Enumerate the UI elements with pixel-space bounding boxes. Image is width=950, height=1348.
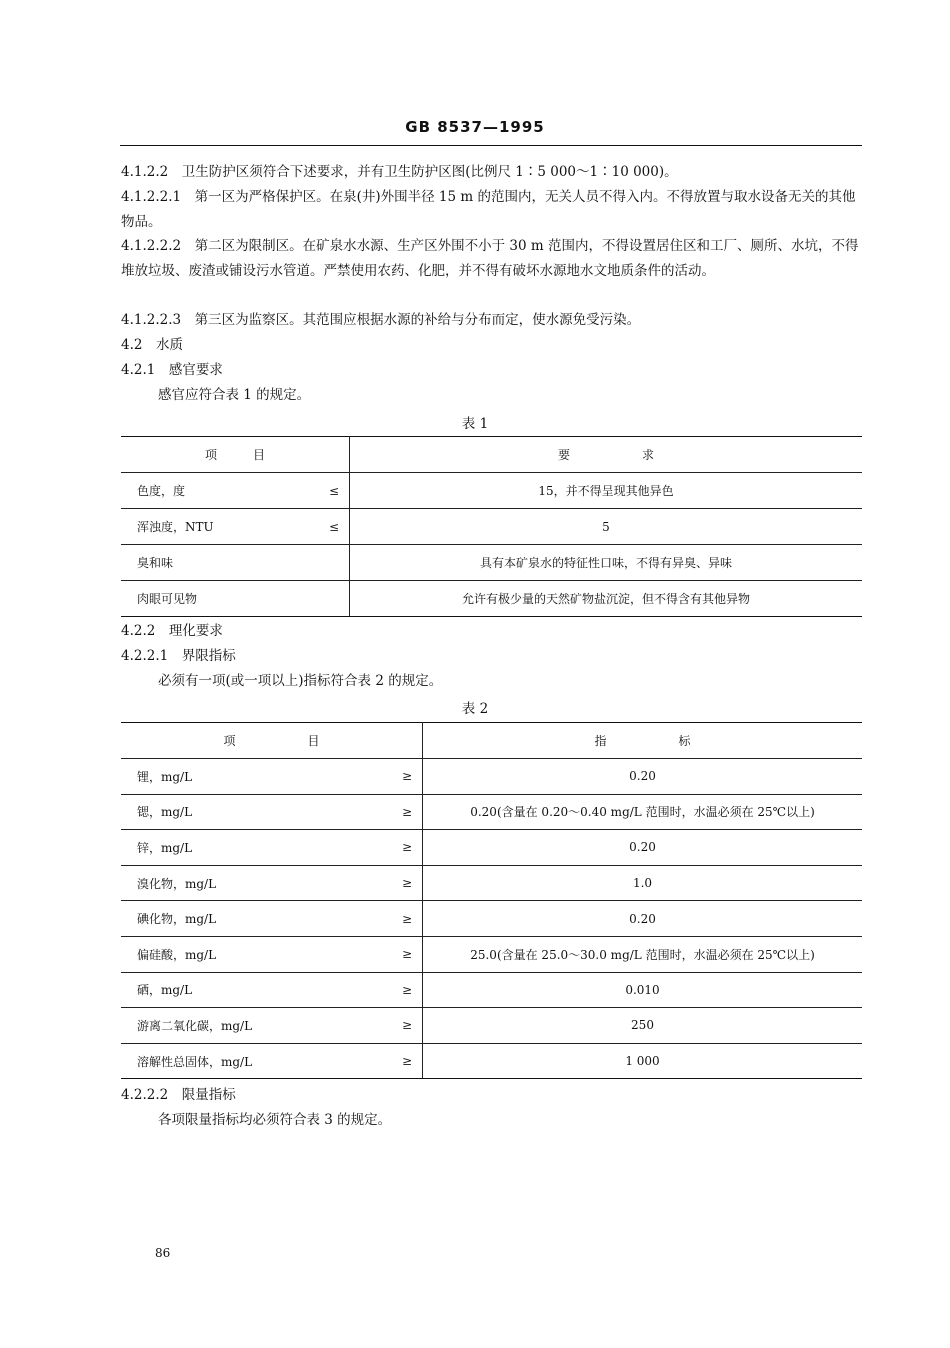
table1: [121, 436, 862, 617]
table2-intro: 必须有一项(或一项以上)指标符合表 2 的规定。: [158, 673, 443, 689]
table-row: [121, 759, 862, 795]
table2-op: ≥: [372, 972, 423, 1008]
table1-header-row: [121, 437, 862, 473]
table1-intro: 感官应符合表 1 的规定。: [158, 387, 311, 403]
table2-req: 0.20: [423, 830, 863, 866]
heading-4-2-2-2: 4.2.2.2 限量指标: [121, 1087, 236, 1103]
table1-req: 5: [350, 509, 863, 545]
table-row: [121, 936, 862, 972]
table2-item: 锂，mg/L: [121, 759, 372, 795]
table2-item: 偏硅酸，mg/L: [121, 936, 372, 972]
table2-col-req: 指 标: [423, 723, 863, 759]
table-row: [121, 545, 862, 581]
standard-header: GB 8537—1995: [405, 118, 545, 136]
table1-col-item: 项 目: [121, 437, 350, 473]
table2-req: 0.20: [423, 759, 863, 795]
table1-item: 臭和味: [121, 545, 297, 581]
table-row: [121, 1008, 862, 1044]
table2-req: 1.0: [423, 865, 863, 901]
table2-item: 溴化物，mg/L: [121, 865, 372, 901]
table2-op: ≥: [372, 936, 423, 972]
table1-op: ≤: [297, 473, 350, 509]
clause-4-1-2-2: 4.1.2.2 卫生防护区须符合下述要求，并有卫生防护区图(比例尺 1∶5 000～1∶10 000)。: [121, 164, 678, 180]
table1-op: [297, 545, 350, 581]
table2-op: ≥: [372, 1008, 423, 1044]
table1-caption: 表 1: [461, 416, 489, 432]
table1-req: 15，并不得呈现其他异色: [350, 473, 863, 509]
table-row: [121, 509, 862, 545]
table2-item: 碘化物，mg/L: [121, 901, 372, 937]
table1-op: [297, 581, 350, 617]
table2-header-row: [121, 723, 862, 759]
table2-op: ≥: [372, 1043, 423, 1079]
table2-item: 游离二氧化碳，mg/L: [121, 1008, 372, 1044]
table2-item: 锌，mg/L: [121, 830, 372, 866]
table2-op: ≥: [372, 830, 423, 866]
table-row: [121, 830, 862, 866]
heading-4-2-2-1: 4.2.2.1 界限指标: [121, 648, 236, 664]
table1-req: 具有本矿泉水的特征性口味，不得有异臭、异味: [350, 545, 863, 581]
table2-caption: 表 2: [461, 701, 489, 717]
table2-op: ≥: [372, 901, 423, 937]
clause-4-1-2-2-1: 4.1.2.2.1 第一区为严格保护区。在泉(井)外围半径 15 m 的范围内，无关人员不得入内。不得放置与取水设备无关的其他物品。: [121, 189, 856, 230]
table2-item: 锶，mg/L: [121, 794, 372, 830]
clause-4-1-2-2-3: 4.1.2.2.3 第三区为监察区。其范围应根据水源的补给与分布而定，使水源免受污染。: [121, 312, 641, 328]
heading-4-2-1: 4.2.1 感官要求: [121, 362, 223, 378]
table-row: [121, 581, 862, 617]
table-row: [121, 901, 862, 937]
page-number: 86: [155, 1246, 171, 1260]
table2-op: ≥: [372, 794, 423, 830]
table-row: [121, 794, 862, 830]
table2-item: 溶解性总固体，mg/L: [121, 1043, 372, 1079]
table1-req: 允许有极少量的天然矿物盐沉淀，但不得含有其他异物: [350, 581, 863, 617]
table-row: [121, 865, 862, 901]
table-row: [121, 473, 862, 509]
table2-req: 250: [423, 1008, 863, 1044]
table2-op: ≥: [372, 759, 423, 795]
table2: [121, 722, 862, 1079]
table2-req: 0.20(含量在 0.20～0.40 mg/L 范围时，水温必须在 25℃以上): [423, 794, 863, 830]
heading-4-2-2: 4.2.2 理化要求: [121, 623, 223, 639]
header-rule: [120, 145, 862, 146]
table1-item: 色度，度: [121, 473, 297, 509]
table-row: [121, 1043, 862, 1079]
table2-op: ≥: [372, 865, 423, 901]
table-row: [121, 972, 862, 1008]
table2-req: 25.0(含量在 25.0～30.0 mg/L 范围时，水温必须在 25℃以上): [423, 936, 863, 972]
table3-intro: 各项限量指标均必须符合表 3 的规定。: [158, 1112, 392, 1128]
table2-req: 1 000: [423, 1043, 863, 1079]
table2-item: 硒，mg/L: [121, 972, 372, 1008]
table2-col-item: 项 目: [121, 723, 423, 759]
heading-4-2: 4.2 水质: [121, 337, 183, 353]
table1-col-req: 要 求: [350, 437, 863, 473]
clause-4-1-2-2-2: 4.1.2.2.2 第二区为限制区。在矿泉水水源、生产区外围不小于 30 m 范围内，不得设置居住区和工厂、厕所、水坑，不得堆放垃圾、废渣或铺设污水管道。严禁使用农药、化肥，并不得有破坏水源地水文地质条件的活动。: [121, 238, 859, 279]
table2-req: 0.20: [423, 901, 863, 937]
table1-item: 肉眼可见物: [121, 581, 297, 617]
table1-op: ≤: [297, 509, 350, 545]
table2-req: 0.010: [423, 972, 863, 1008]
table1-item: 浑浊度，NTU: [121, 509, 297, 545]
